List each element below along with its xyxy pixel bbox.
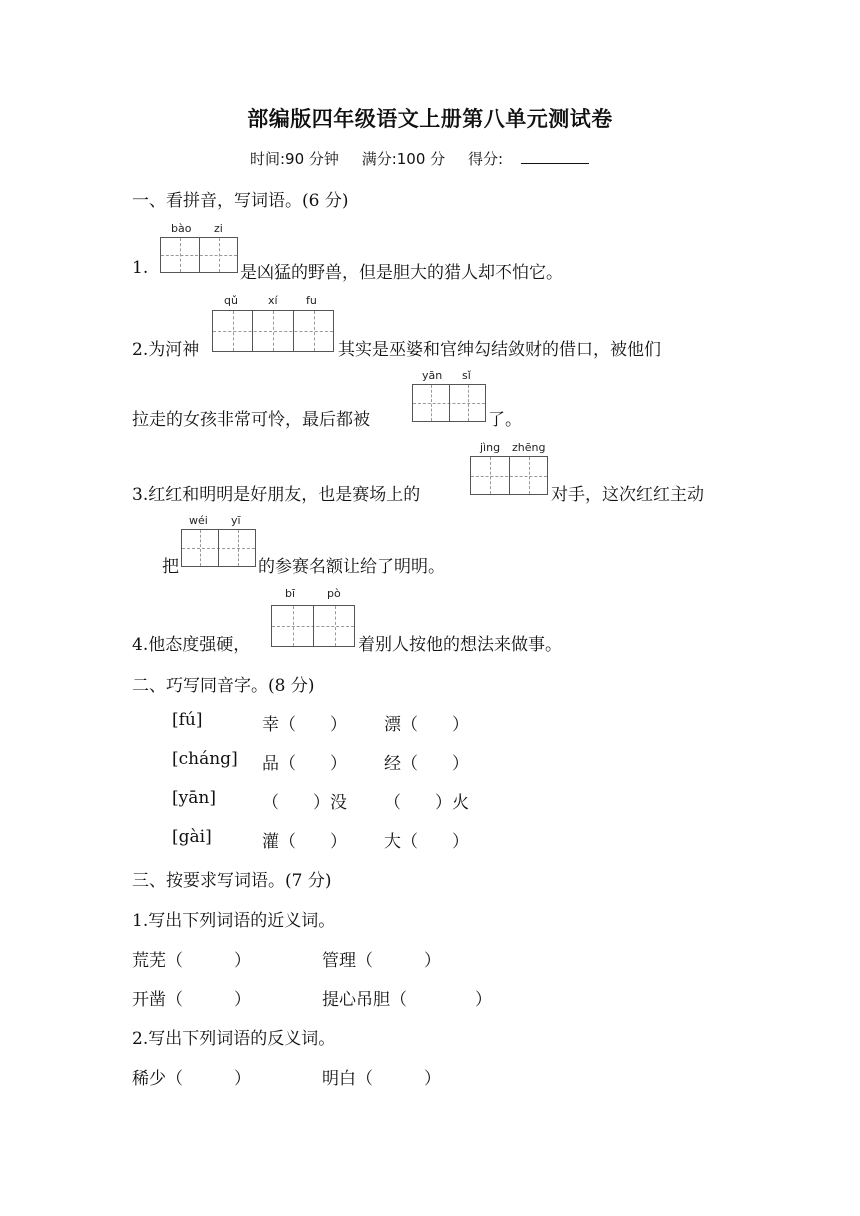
q1-number: 1. bbox=[132, 258, 149, 278]
pinyin: pò bbox=[327, 587, 341, 600]
q2-text: 其实是巫婆和官绅勾结敛财的借口，被他们 bbox=[338, 340, 661, 360]
score-label: 得分: bbox=[467, 150, 503, 168]
homophone-pinyin: [cháng] bbox=[172, 749, 238, 769]
pinyin: zi bbox=[214, 222, 223, 235]
q3-line2-suffix: 的参赛名额让给了明明。 bbox=[258, 557, 445, 577]
section1-heading: 一、看拼音，写词语。(6 分) bbox=[132, 191, 349, 211]
homophone-blank[interactable]: （ ）火 bbox=[384, 793, 469, 813]
pinyin: yān bbox=[422, 369, 443, 382]
pinyin: sǐ bbox=[462, 369, 471, 382]
pinyin: xí bbox=[268, 294, 278, 307]
time-label: 时间:90 分钟 bbox=[250, 150, 339, 168]
q3-prefix: 3.红红和明明是好朋友，也是赛场上的 bbox=[132, 485, 421, 505]
homophone-pinyin: [fú] bbox=[172, 710, 203, 730]
homophone-pinyin: [yān] bbox=[172, 788, 216, 808]
pinyin: wéi bbox=[189, 514, 208, 527]
pinyin: bào bbox=[171, 222, 192, 235]
answer-grid-q1[interactable] bbox=[160, 237, 238, 273]
q3-line2-prefix: 把 bbox=[162, 557, 179, 577]
answer-grid-q2b[interactable] bbox=[412, 384, 486, 422]
answer-grid-q3[interactable] bbox=[470, 456, 548, 495]
antonym-instruction: 2.写出下列词语的反义词。 bbox=[132, 1029, 336, 1049]
antonym-item[interactable]: 稀少（ ） bbox=[132, 1069, 251, 1089]
homophone-blank[interactable]: 经（ ） bbox=[384, 754, 469, 774]
answer-grid-q4[interactable] bbox=[271, 605, 355, 647]
pinyin: fu bbox=[306, 294, 317, 307]
q1-text: 是凶猛的野兽，但是胆大的猎人却不怕它。 bbox=[240, 263, 563, 283]
homophone-blank[interactable]: 漂（ ） bbox=[384, 715, 469, 735]
homophone-blank[interactable]: （ ）没 bbox=[262, 793, 347, 813]
homophone-blank[interactable]: 品（ ） bbox=[262, 754, 347, 774]
answer-grid-q3b[interactable] bbox=[181, 529, 256, 567]
synonym-item[interactable]: 提心吊胆（ ） bbox=[322, 990, 492, 1010]
q4-prefix: 4.他态度强硬， bbox=[132, 635, 251, 655]
answer-grid-q2[interactable] bbox=[212, 310, 334, 352]
q2-line2-suffix: 了。 bbox=[488, 410, 522, 430]
synonym-item[interactable]: 荒芜（ ） bbox=[132, 951, 251, 971]
q3-text: 对手，这次红红主动 bbox=[551, 485, 704, 505]
pinyin: jìng bbox=[480, 441, 501, 454]
q2-prefix: 2.为河神 bbox=[132, 340, 200, 360]
q4-text: 着别人按他的想法来做事。 bbox=[358, 635, 562, 655]
synonym-item[interactable]: 开凿（ ） bbox=[132, 990, 251, 1010]
pinyin: zhēng bbox=[512, 441, 546, 454]
exam-meta bbox=[250, 148, 607, 169]
page-title: 部编版四年级语文上册第八单元测试卷 bbox=[247, 107, 613, 131]
antonym-item[interactable]: 明白（ ） bbox=[322, 1069, 441, 1089]
q2-line2-prefix: 拉走的女孩非常可怜，最后都被 bbox=[132, 410, 370, 430]
section2-heading: 二、巧写同音字。(8 分) bbox=[132, 676, 315, 696]
homophone-blank[interactable]: 灌（ ） bbox=[262, 832, 347, 852]
pinyin: qǔ bbox=[224, 294, 238, 307]
homophone-blank[interactable]: 幸（ ） bbox=[262, 715, 347, 735]
full-score-label: 满分:100 分 bbox=[361, 150, 446, 168]
synonym-item[interactable]: 管理（ ） bbox=[322, 951, 441, 971]
pinyin: bī bbox=[285, 587, 296, 600]
homophone-blank[interactable]: 大（ ） bbox=[384, 832, 469, 852]
synonym-instruction: 1.写出下列词语的近义词。 bbox=[132, 911, 336, 931]
pinyin: yī bbox=[231, 514, 241, 527]
homophone-pinyin: [gài] bbox=[172, 827, 212, 847]
score-blank[interactable] bbox=[521, 149, 589, 164]
section3-heading: 三、按要求写词语。(7 分) bbox=[132, 871, 332, 891]
